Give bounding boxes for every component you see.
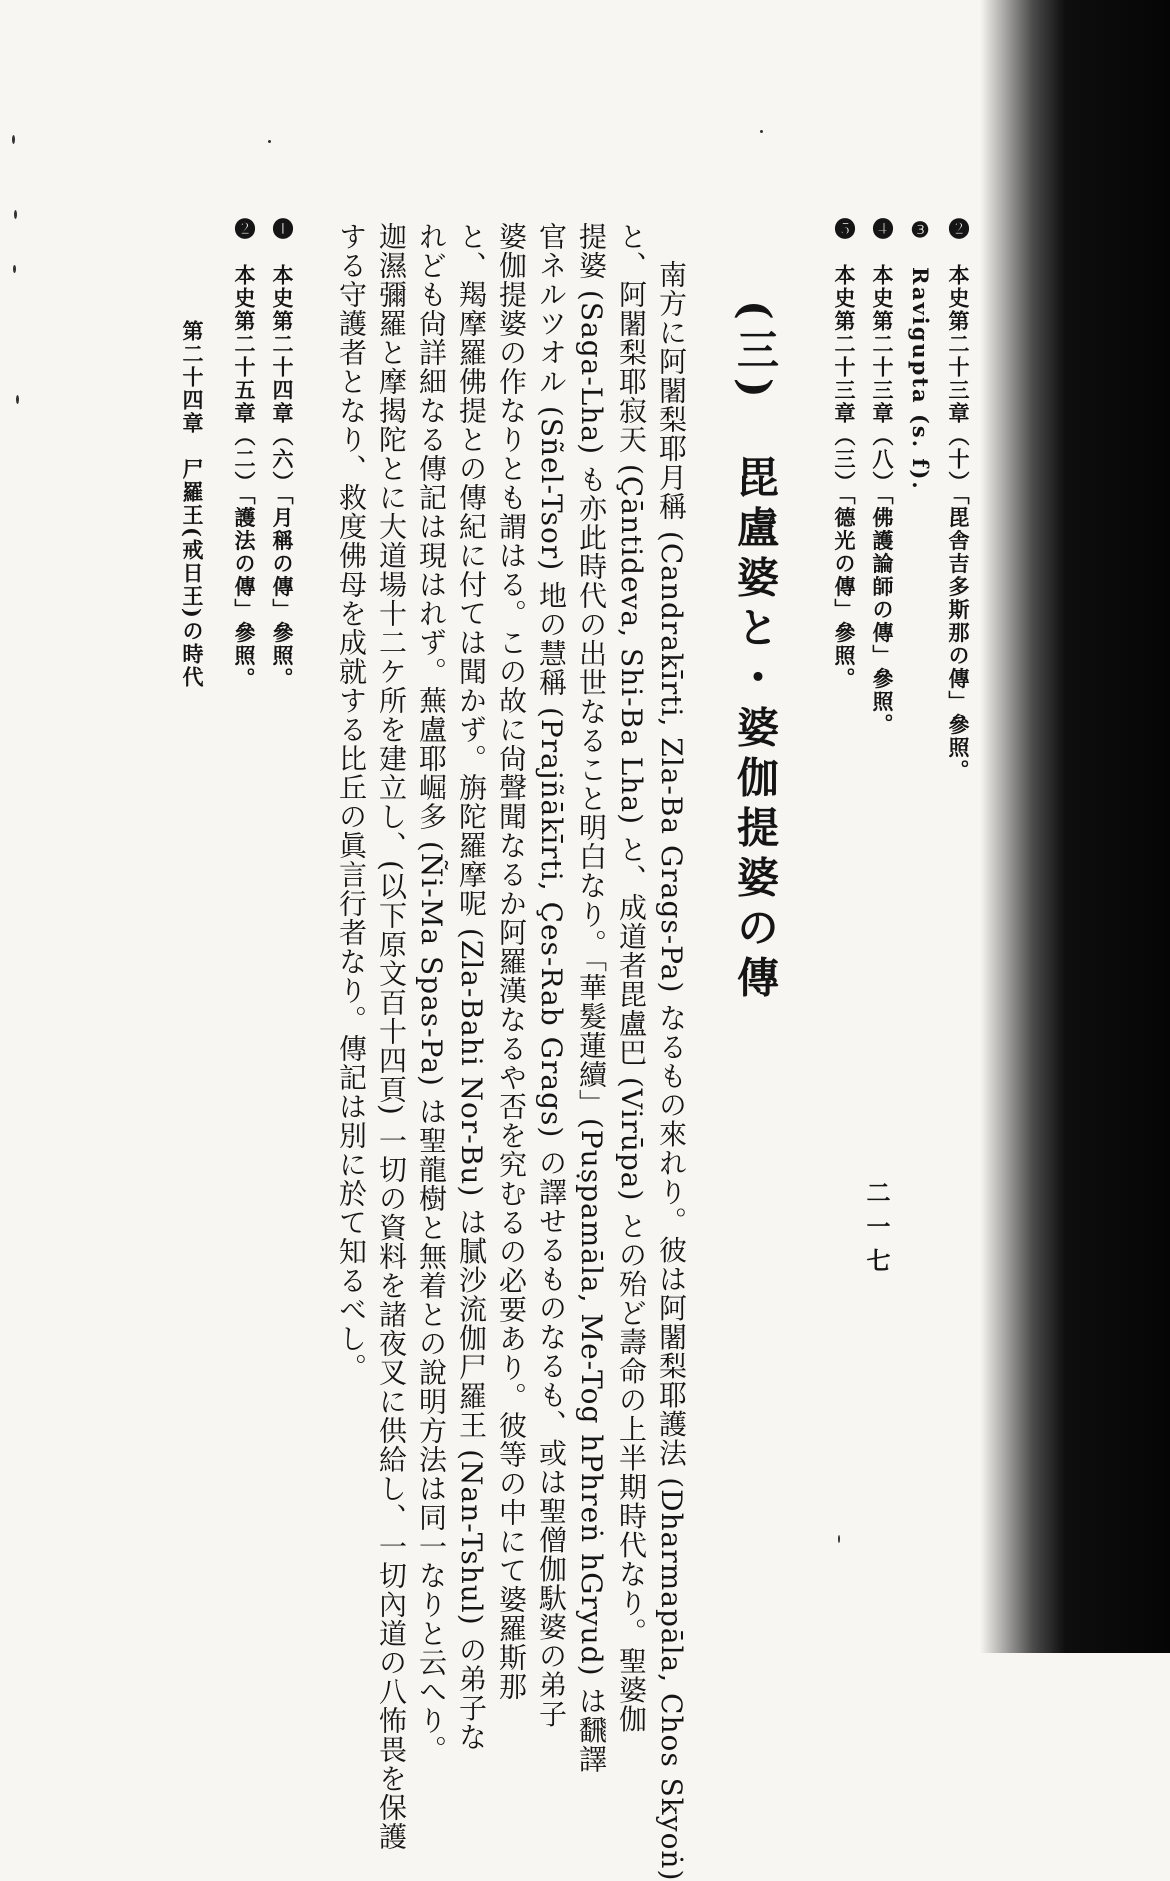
top-note-5: ❺ 本史第二十三章（三）「德光の傳」參照。	[832, 218, 857, 691]
body-line: 官ネルツオル (Sñel-Tsor) 地の慧稱 (Prajñākīrti, Çes-Rab Grags) の譯せるものなるも、或は聖僧伽馱婆の弟子	[535, 222, 568, 1729]
scan-speck	[13, 265, 16, 273]
top-note-4: ❹ 本史第二十三章（八）「佛護論師の傳」參照。	[870, 218, 895, 737]
body-line: 南方に阿闍梨耶月稱 (Candrakīrti, Zla-Ba Grags-Pa) なるもの來れり。彼は阿闍梨耶護法 (Dharmapāla, Chos Skyoṅ)	[655, 260, 688, 1881]
scan-speck	[16, 395, 19, 404]
running-footer: 第二十四章 尸羅王(戒日王)の時代	[180, 320, 205, 689]
body-line: する守護者となり、救度佛母を成就する比丘の眞言行者なり。傳記は別に於て知るべし。	[335, 222, 368, 1382]
scan-speck	[838, 1535, 840, 1543]
page-number: 二一七	[862, 1180, 891, 1282]
binding-shadow	[980, 0, 1170, 1653]
body-line: 迦濕彌羅と摩揭陀とに大道場十二ケ所を建立し、(以下原文百十四頁) 一切の資料を諸夜叉に供給し、一切內道の八怖畏を保護	[375, 222, 408, 1851]
scan-speck	[760, 130, 763, 133]
top-note-3: ❸ Ravigupta (s. f).	[908, 218, 933, 491]
body-line: と、阿闍梨耶寂天 (Çāntideva, Shi-Ba Lha) と、成道者毘盧巴 (Virūpa) との殆ど壽命の上半期時代なり。聖婆伽	[615, 222, 648, 1734]
scan-speck	[268, 140, 271, 143]
bottom-note-2: ❷ 本史第二十五章（二）「護法の傳」參照。	[232, 218, 257, 691]
top-note-2: ❷ 本史第二十三章（十）「毘舎吉多斯那の傳」參照。	[946, 218, 971, 783]
body-line: 提婆 (Saga-Lha) も亦此時代の出世なること明白なり。「華髮蓮續」(Puṣpamāla, Me-Tog hPhreṅ hGryud) は飜譯	[575, 222, 608, 1774]
body-line: 婆伽提婆の作なりとも謂はる。この故に尙聲聞なるか阿羅漢なるや否を究むるの必要あり。彼等の中にて婆羅斯那	[495, 222, 528, 1701]
body-line: と、羯摩羅佛提との傳紀に付ては聞かず。旃陀羅摩呢 (Zla-Bahi Nor-Bu) は膩沙流伽尸羅王 (Nan-Tshul) の弟子な	[455, 222, 488, 1752]
scan-speck	[14, 210, 17, 219]
scan-speck	[12, 135, 15, 144]
section-title: (三) 毘盧婆と・婆伽提婆の傳	[731, 300, 780, 1006]
body-line: れども尙詳細なる傳記は現はれず。蕪盧耶崛多 (Ñi-Ma Spas-Pa) は聖龍樹と無着との說明方法は同一なりと云へり。	[415, 222, 448, 1764]
bottom-note-1: ❶ 本史第二十四章（六）「月稱の傳」參照。	[270, 218, 295, 691]
